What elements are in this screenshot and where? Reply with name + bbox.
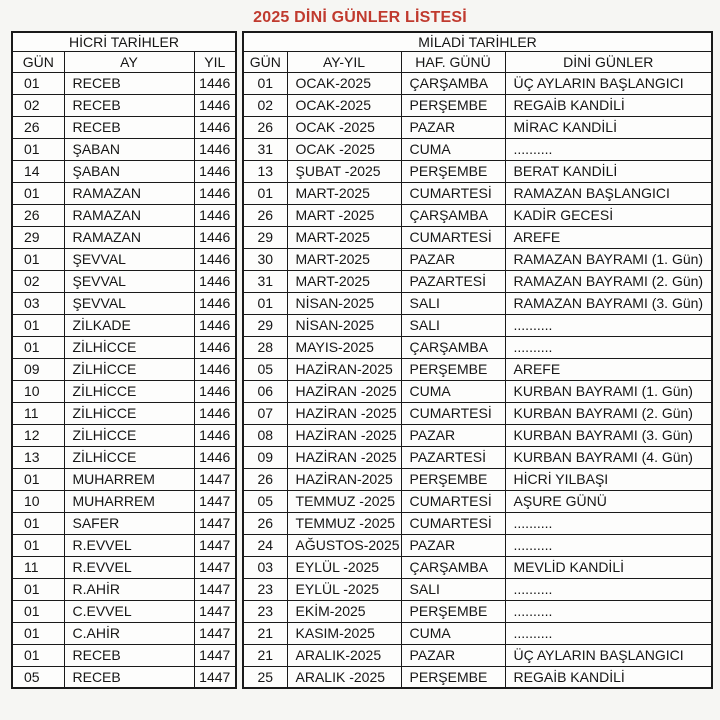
table-row bbox=[243, 160, 712, 182]
hicri-month-cell: C.EVVEL bbox=[64, 600, 194, 622]
table-row bbox=[243, 226, 712, 248]
weekday-cell: ÇARŞAMBA bbox=[401, 556, 505, 578]
religious-day-cell: HİCRİ YILBAŞI bbox=[505, 468, 712, 490]
table-row bbox=[243, 336, 712, 358]
miladi-day-cell: 26 bbox=[243, 116, 287, 138]
hicri-month-cell: C.AHİR bbox=[64, 622, 194, 644]
miladi-month-year-cell: MART-2025 bbox=[287, 270, 401, 292]
table-row bbox=[243, 600, 712, 622]
religious-day-cell: KADİR GECESİ bbox=[505, 204, 712, 226]
hicri-month-cell: MUHARREM bbox=[64, 490, 194, 512]
table-row bbox=[243, 94, 712, 116]
religious-day-cell: .......... bbox=[505, 600, 712, 622]
weekday-cell: PAZAR bbox=[401, 534, 505, 556]
hicri-year-cell: 1446 bbox=[194, 446, 236, 468]
miladi-month-year-cell: HAZİRAN -2025 bbox=[287, 424, 401, 446]
miladi-day-cell: 25 bbox=[243, 666, 287, 688]
miladi-day-cell: 06 bbox=[243, 380, 287, 402]
miladi-month-year-cell: MART -2025 bbox=[287, 204, 401, 226]
hicri-year-cell: 1447 bbox=[194, 578, 236, 600]
hicri-col-header-ay: AY bbox=[64, 51, 194, 72]
table-row bbox=[243, 248, 712, 270]
miladi-day-cell: 13 bbox=[243, 160, 287, 182]
miladi-day-cell: 30 bbox=[243, 248, 287, 270]
hicri-month-cell: MUHARREM bbox=[64, 468, 194, 490]
table-row bbox=[12, 94, 236, 116]
weekday-cell: SALI bbox=[401, 314, 505, 336]
hicri-day-cell: 01 bbox=[12, 600, 64, 622]
table-row bbox=[12, 226, 236, 248]
miladi-month-year-cell: NİSAN-2025 bbox=[287, 314, 401, 336]
miladi-col-header-haf: HAF. GÜNÜ bbox=[401, 51, 505, 72]
religious-day-cell: .......... bbox=[505, 534, 712, 556]
hicri-month-cell: R.EVVEL bbox=[64, 556, 194, 578]
miladi-month-year-cell: HAZİRAN -2025 bbox=[287, 402, 401, 424]
hicri-month-cell: ŞEVVAL bbox=[64, 270, 194, 292]
miladi-day-cell: 29 bbox=[243, 314, 287, 336]
hicri-day-cell: 10 bbox=[12, 380, 64, 402]
table-row bbox=[12, 402, 236, 424]
table-row bbox=[243, 204, 712, 226]
miladi-group-header: MİLADİ TARİHLER bbox=[243, 32, 712, 51]
religious-day-cell: AREFE bbox=[505, 226, 712, 248]
religious-day-cell: .......... bbox=[505, 622, 712, 644]
hicri-year-cell: 1447 bbox=[194, 666, 236, 688]
hicri-year-cell: 1447 bbox=[194, 490, 236, 512]
hicri-day-cell: 01 bbox=[12, 512, 64, 534]
hicri-dates-table bbox=[11, 31, 237, 689]
miladi-month-year-cell: HAZİRAN -2025 bbox=[287, 446, 401, 468]
table-row bbox=[12, 534, 236, 556]
miladi-month-year-cell: TEMMUZ -2025 bbox=[287, 490, 401, 512]
hicri-month-cell: ZİLHİCCE bbox=[64, 336, 194, 358]
miladi-col-header-gun: GÜN bbox=[243, 51, 287, 72]
religious-days-tables bbox=[11, 31, 713, 689]
hicri-day-cell: 01 bbox=[12, 314, 64, 336]
table-row bbox=[12, 556, 236, 578]
miladi-month-year-cell: MART-2025 bbox=[287, 226, 401, 248]
miladi-day-cell: 24 bbox=[243, 534, 287, 556]
hicri-month-cell: ZİLHİCCE bbox=[64, 402, 194, 424]
miladi-month-year-cell: NİSAN-2025 bbox=[287, 292, 401, 314]
hicri-month-cell: ŞABAN bbox=[64, 160, 194, 182]
table-row bbox=[12, 600, 236, 622]
hicri-day-cell: 29 bbox=[12, 226, 64, 248]
hicri-year-cell: 1446 bbox=[194, 138, 236, 160]
table-row bbox=[243, 446, 712, 468]
weekday-cell: PERŞEMBE bbox=[401, 160, 505, 182]
table-row bbox=[243, 138, 712, 160]
hicri-year-cell: 1447 bbox=[194, 622, 236, 644]
religious-day-cell: KURBAN BAYRAMI (4. Gün) bbox=[505, 446, 712, 468]
table-row bbox=[12, 644, 236, 666]
hicri-year-cell: 1446 bbox=[194, 248, 236, 270]
hicri-year-cell: 1446 bbox=[194, 358, 236, 380]
hicri-month-cell: ŞABAN bbox=[64, 138, 194, 160]
miladi-month-year-cell: KASIM-2025 bbox=[287, 622, 401, 644]
miladi-col-header-ayyil: AY-YIL bbox=[287, 51, 401, 72]
hicri-day-cell: 01 bbox=[12, 578, 64, 600]
miladi-day-cell: 28 bbox=[243, 336, 287, 358]
weekday-cell: CUMARTESİ bbox=[401, 490, 505, 512]
hicri-table-body bbox=[12, 72, 236, 688]
miladi-month-year-cell: HAZİRAN -2025 bbox=[287, 380, 401, 402]
religious-day-cell: ÜÇ AYLARIN BAŞLANGICI bbox=[505, 72, 712, 94]
table-row bbox=[243, 380, 712, 402]
religious-day-cell: .......... bbox=[505, 336, 712, 358]
table-row bbox=[12, 182, 236, 204]
miladi-day-cell: 01 bbox=[243, 182, 287, 204]
table-row bbox=[243, 116, 712, 138]
table-row bbox=[12, 248, 236, 270]
hicri-month-cell: ŞEVVAL bbox=[64, 248, 194, 270]
hicri-day-cell: 26 bbox=[12, 116, 64, 138]
miladi-day-cell: 09 bbox=[243, 446, 287, 468]
hicri-year-cell: 1446 bbox=[194, 160, 236, 182]
table-row bbox=[243, 358, 712, 380]
hicri-month-cell: ŞEVVAL bbox=[64, 292, 194, 314]
hicri-day-cell: 02 bbox=[12, 94, 64, 116]
table-row bbox=[12, 666, 236, 688]
miladi-day-cell: 07 bbox=[243, 402, 287, 424]
religious-day-cell: MİRAC KANDİLİ bbox=[505, 116, 712, 138]
miladi-month-year-cell: ARALIK-2025 bbox=[287, 644, 401, 666]
miladi-month-year-cell: OCAK -2025 bbox=[287, 116, 401, 138]
miladi-month-year-cell: MART-2025 bbox=[287, 182, 401, 204]
table-row bbox=[243, 534, 712, 556]
religious-day-cell: ÜÇ AYLARIN BAŞLANGICI bbox=[505, 644, 712, 666]
miladi-month-year-cell: TEMMUZ -2025 bbox=[287, 512, 401, 534]
miladi-day-cell: 21 bbox=[243, 644, 287, 666]
religious-day-cell: KURBAN BAYRAMI (3. Gün) bbox=[505, 424, 712, 446]
miladi-month-year-cell: HAZİRAN-2025 bbox=[287, 358, 401, 380]
miladi-day-cell: 23 bbox=[243, 578, 287, 600]
hicri-month-cell: ZİLHİCCE bbox=[64, 358, 194, 380]
hicri-year-cell: 1447 bbox=[194, 644, 236, 666]
table-row bbox=[243, 556, 712, 578]
table-row bbox=[12, 512, 236, 534]
miladi-month-year-cell: OCAK-2025 bbox=[287, 94, 401, 116]
hicri-year-cell: 1446 bbox=[194, 336, 236, 358]
hicri-day-cell: 13 bbox=[12, 446, 64, 468]
miladi-day-cell: 05 bbox=[243, 490, 287, 512]
miladi-day-cell: 26 bbox=[243, 468, 287, 490]
table-row bbox=[12, 314, 236, 336]
miladi-month-year-cell: AĞUSTOS-2025 bbox=[287, 534, 401, 556]
hicri-day-cell: 05 bbox=[12, 666, 64, 688]
weekday-cell: PAZAR bbox=[401, 116, 505, 138]
weekday-cell: SALI bbox=[401, 292, 505, 314]
miladi-month-year-cell: ŞUBAT -2025 bbox=[287, 160, 401, 182]
hicri-year-cell: 1446 bbox=[194, 72, 236, 94]
hicri-month-cell: RAMAZAN bbox=[64, 204, 194, 226]
hicri-year-cell: 1446 bbox=[194, 270, 236, 292]
hicri-year-cell: 1447 bbox=[194, 534, 236, 556]
hicri-month-cell: RECEB bbox=[64, 644, 194, 666]
weekday-cell: PERŞEMBE bbox=[401, 468, 505, 490]
table-row bbox=[243, 270, 712, 292]
table-row bbox=[243, 402, 712, 424]
hicri-day-cell: 09 bbox=[12, 358, 64, 380]
weekday-cell: CUMARTESİ bbox=[401, 512, 505, 534]
hicri-year-cell: 1447 bbox=[194, 468, 236, 490]
hicri-day-cell: 02 bbox=[12, 270, 64, 292]
hicri-day-cell: 01 bbox=[12, 534, 64, 556]
religious-day-cell: KURBAN BAYRAMI (1. Gün) bbox=[505, 380, 712, 402]
weekday-cell: SALI bbox=[401, 578, 505, 600]
hicri-month-cell: RAMAZAN bbox=[64, 226, 194, 248]
miladi-month-year-cell: MART-2025 bbox=[287, 248, 401, 270]
table-row bbox=[243, 578, 712, 600]
weekday-cell: CUMA bbox=[401, 138, 505, 160]
table-row bbox=[243, 666, 712, 688]
religious-day-cell: AREFE bbox=[505, 358, 712, 380]
weekday-cell: PERŞEMBE bbox=[401, 600, 505, 622]
table-row bbox=[12, 578, 236, 600]
religious-day-cell: REGAİB KANDİLİ bbox=[505, 666, 712, 688]
table-row bbox=[243, 292, 712, 314]
hicri-day-cell: 01 bbox=[12, 644, 64, 666]
hicri-year-cell: 1447 bbox=[194, 512, 236, 534]
miladi-month-year-cell: MAYIS-2025 bbox=[287, 336, 401, 358]
hicri-day-cell: 11 bbox=[12, 402, 64, 424]
weekday-cell: ÇARŞAMBA bbox=[401, 204, 505, 226]
miladi-month-year-cell: EYLÜL -2025 bbox=[287, 578, 401, 600]
religious-day-cell: .......... bbox=[505, 314, 712, 336]
hicri-day-cell: 01 bbox=[12, 72, 64, 94]
religious-day-cell: .......... bbox=[505, 138, 712, 160]
hicri-year-cell: 1446 bbox=[194, 94, 236, 116]
miladi-month-year-cell: EYLÜL -2025 bbox=[287, 556, 401, 578]
hicri-year-cell: 1447 bbox=[194, 556, 236, 578]
religious-day-cell: RAMAZAN BAYRAMI (2. Gün) bbox=[505, 270, 712, 292]
hicri-year-cell: 1446 bbox=[194, 182, 236, 204]
hicri-year-cell: 1446 bbox=[194, 292, 236, 314]
miladi-day-cell: 01 bbox=[243, 72, 287, 94]
religious-day-cell: RAMAZAN BAŞLANGICI bbox=[505, 182, 712, 204]
miladi-day-cell: 23 bbox=[243, 600, 287, 622]
table-row bbox=[243, 182, 712, 204]
miladi-day-cell: 21 bbox=[243, 622, 287, 644]
religious-day-cell: RAMAZAN BAYRAMI (1. Gün) bbox=[505, 248, 712, 270]
hicri-day-cell: 01 bbox=[12, 182, 64, 204]
table-row bbox=[12, 116, 236, 138]
miladi-dates-table bbox=[242, 31, 713, 689]
page-title: 2025 DİNİ GÜNLER LİSTESİ bbox=[253, 9, 467, 26]
hicri-group-header: HİCRİ TARİHLER bbox=[12, 32, 236, 51]
table-row bbox=[12, 336, 236, 358]
hicri-year-cell: 1446 bbox=[194, 424, 236, 446]
hicri-day-cell: 12 bbox=[12, 424, 64, 446]
table-row bbox=[12, 622, 236, 644]
weekday-cell: ÇARŞAMBA bbox=[401, 72, 505, 94]
table-row bbox=[243, 72, 712, 94]
religious-day-cell: RAMAZAN BAYRAMI (3. Gün) bbox=[505, 292, 712, 314]
miladi-day-cell: 26 bbox=[243, 204, 287, 226]
table-row bbox=[12, 138, 236, 160]
hicri-year-cell: 1446 bbox=[194, 380, 236, 402]
hicri-day-cell: 10 bbox=[12, 490, 64, 512]
weekday-cell: PAZARTESİ bbox=[401, 446, 505, 468]
table-row bbox=[243, 512, 712, 534]
table-row bbox=[12, 72, 236, 94]
miladi-day-cell: 26 bbox=[243, 512, 287, 534]
weekday-cell: PAZAR bbox=[401, 644, 505, 666]
hicri-col-header-yil: YIL bbox=[194, 51, 236, 72]
table-row bbox=[243, 622, 712, 644]
miladi-table-body bbox=[243, 72, 712, 688]
religious-day-cell: KURBAN BAYRAMI (2. Gün) bbox=[505, 402, 712, 424]
table-row bbox=[12, 270, 236, 292]
miladi-day-cell: 03 bbox=[243, 556, 287, 578]
hicri-day-cell: 26 bbox=[12, 204, 64, 226]
hicri-month-cell: ZİLHİCCE bbox=[64, 380, 194, 402]
hicri-month-cell: RECEB bbox=[64, 72, 194, 94]
miladi-day-cell: 08 bbox=[243, 424, 287, 446]
hicri-month-cell: ZİLHİCCE bbox=[64, 424, 194, 446]
hicri-day-cell: 01 bbox=[12, 248, 64, 270]
miladi-day-cell: 02 bbox=[243, 94, 287, 116]
religious-day-cell: .......... bbox=[505, 512, 712, 534]
miladi-col-header-dini: DİNİ GÜNLER bbox=[505, 51, 712, 72]
miladi-month-year-cell: ARALIK -2025 bbox=[287, 666, 401, 688]
hicri-year-cell: 1446 bbox=[194, 226, 236, 248]
miladi-month-year-cell: HAZİRAN-2025 bbox=[287, 468, 401, 490]
miladi-month-year-cell: EKİM-2025 bbox=[287, 600, 401, 622]
miladi-month-year-cell: OCAK-2025 bbox=[287, 72, 401, 94]
religious-day-cell: BERAT KANDİLİ bbox=[505, 160, 712, 182]
table-row bbox=[12, 380, 236, 402]
weekday-cell: CUMARTESİ bbox=[401, 402, 505, 424]
hicri-day-cell: 03 bbox=[12, 292, 64, 314]
hicri-year-cell: 1447 bbox=[194, 600, 236, 622]
religious-day-cell: AŞURE GÜNÜ bbox=[505, 490, 712, 512]
religious-day-cell: REGAİB KANDİLİ bbox=[505, 94, 712, 116]
weekday-cell: CUMARTESİ bbox=[401, 226, 505, 248]
table-row bbox=[243, 644, 712, 666]
weekday-cell: ÇARŞAMBA bbox=[401, 336, 505, 358]
hicri-month-cell: RECEB bbox=[64, 666, 194, 688]
hicri-year-cell: 1446 bbox=[194, 204, 236, 226]
table-row bbox=[12, 204, 236, 226]
hicri-month-cell: ZİLKADE bbox=[64, 314, 194, 336]
hicri-year-cell: 1446 bbox=[194, 314, 236, 336]
table-row bbox=[12, 468, 236, 490]
table-row bbox=[243, 314, 712, 336]
miladi-day-cell: 01 bbox=[243, 292, 287, 314]
hicri-month-cell: R.AHİR bbox=[64, 578, 194, 600]
miladi-day-cell: 31 bbox=[243, 270, 287, 292]
hicri-month-cell: R.EVVEL bbox=[64, 534, 194, 556]
hicri-month-cell: SAFER bbox=[64, 512, 194, 534]
weekday-cell: CUMARTESİ bbox=[401, 182, 505, 204]
hicri-month-cell: RECEB bbox=[64, 116, 194, 138]
table-row bbox=[12, 292, 236, 314]
miladi-month-year-cell: OCAK -2025 bbox=[287, 138, 401, 160]
table-row bbox=[243, 468, 712, 490]
hicri-month-cell: RECEB bbox=[64, 94, 194, 116]
hicri-col-header-gun: GÜN bbox=[12, 51, 64, 72]
religious-day-cell: MEVLİD KANDİLİ bbox=[505, 556, 712, 578]
hicri-day-cell: 14 bbox=[12, 160, 64, 182]
table-row bbox=[12, 160, 236, 182]
hicri-month-cell: RAMAZAN bbox=[64, 182, 194, 204]
miladi-day-cell: 05 bbox=[243, 358, 287, 380]
table-row bbox=[12, 490, 236, 512]
weekday-cell: CUMA bbox=[401, 622, 505, 644]
miladi-day-cell: 29 bbox=[243, 226, 287, 248]
hicri-month-cell: ZİLHİCCE bbox=[64, 446, 194, 468]
weekday-cell: PERŞEMBE bbox=[401, 358, 505, 380]
table-row bbox=[243, 424, 712, 446]
hicri-year-cell: 1446 bbox=[194, 402, 236, 424]
religious-day-cell: .......... bbox=[505, 578, 712, 600]
hicri-year-cell: 1446 bbox=[194, 116, 236, 138]
hicri-day-cell: 01 bbox=[12, 138, 64, 160]
hicri-day-cell: 11 bbox=[12, 556, 64, 578]
hicri-day-cell: 01 bbox=[12, 622, 64, 644]
weekday-cell: PAZAR bbox=[401, 248, 505, 270]
weekday-cell: CUMA bbox=[401, 380, 505, 402]
miladi-day-cell: 31 bbox=[243, 138, 287, 160]
weekday-cell: PAZARTESİ bbox=[401, 270, 505, 292]
table-row bbox=[243, 490, 712, 512]
weekday-cell: PERŞEMBE bbox=[401, 666, 505, 688]
table-row bbox=[12, 446, 236, 468]
hicri-day-cell: 01 bbox=[12, 336, 64, 358]
hicri-day-cell: 01 bbox=[12, 468, 64, 490]
weekday-cell: PERŞEMBE bbox=[401, 94, 505, 116]
table-row bbox=[12, 424, 236, 446]
weekday-cell: PAZAR bbox=[401, 424, 505, 446]
table-row bbox=[12, 358, 236, 380]
